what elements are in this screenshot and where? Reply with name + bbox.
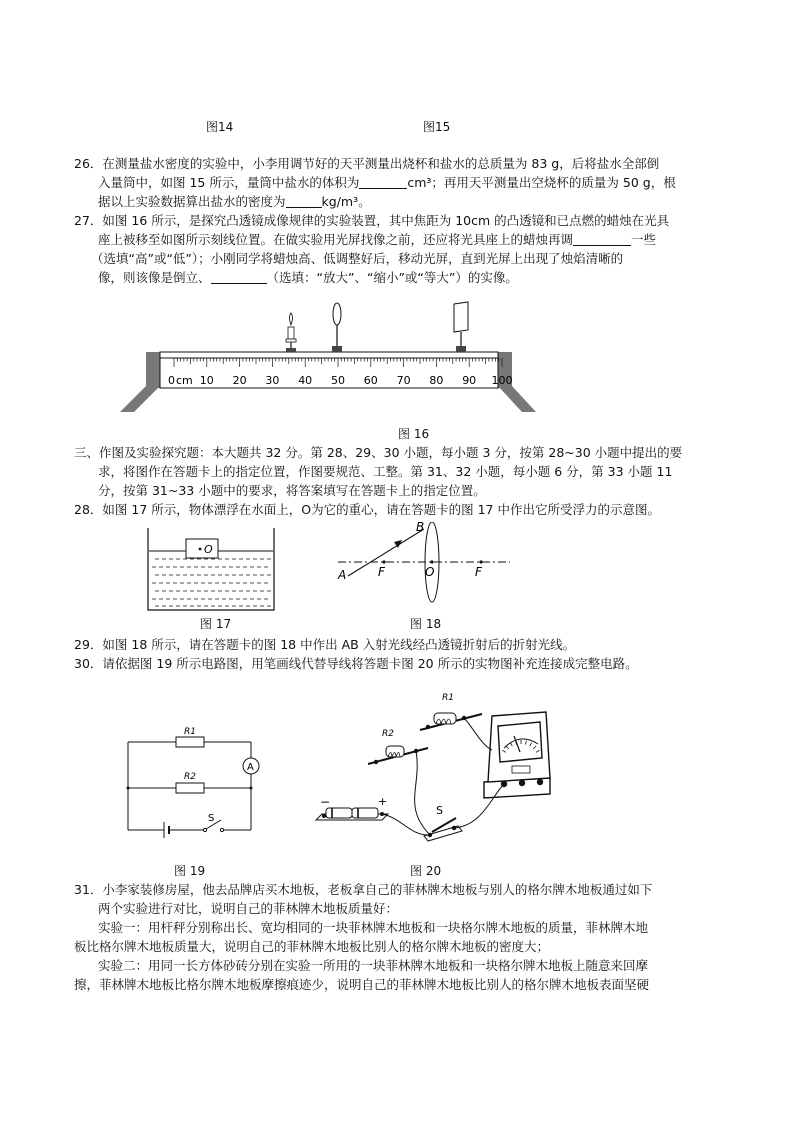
candle-body bbox=[288, 327, 294, 339]
section3-line3: 分，按第 31~33 小题中的要求，将答案填写在答题卡上的指定位置。 bbox=[98, 483, 486, 498]
scale-label: 30 bbox=[265, 374, 280, 387]
bench-left-leg bbox=[120, 386, 160, 412]
fig17-caption: 图 17 bbox=[200, 617, 232, 631]
ammeter-label: A bbox=[247, 762, 254, 773]
q26-line3 bbox=[98, 192, 371, 211]
resistor-r1-board bbox=[420, 693, 482, 730]
question-28: 28．如图 17 所示，物体漂浮在水面上，O为它的重心，请在答题卡的图 17 中作出它所受浮力的示意图。 bbox=[74, 502, 660, 517]
scale-label: 10 bbox=[199, 374, 214, 387]
q26-text-a: 入量筒中，如图 15 所示，量筒中盐水的体积为 bbox=[98, 175, 360, 190]
left-focus-dot bbox=[382, 560, 385, 563]
r2-label: R2 bbox=[184, 772, 196, 782]
fig15-caption: 图15 bbox=[423, 120, 451, 134]
scale-label: 20 bbox=[232, 374, 247, 387]
lens-glass bbox=[333, 303, 341, 325]
bench-left-end bbox=[146, 352, 160, 388]
circuit-diagram-figure bbox=[120, 718, 268, 840]
center-of-gravity-label: O bbox=[204, 543, 213, 556]
q27-line3: （选填“高”或“低”）；小刚同学将蜡烛高、低调整好后，移动光屏，直到光屏上出现了烛焰清晰的 bbox=[91, 251, 624, 266]
right-focus-dot bbox=[479, 560, 482, 563]
r1-label: R1 bbox=[184, 727, 196, 737]
scale-label: 100 bbox=[491, 374, 513, 387]
water-lines bbox=[149, 551, 273, 606]
q27-text-b: 一些 bbox=[631, 232, 657, 247]
convex-lens bbox=[332, 303, 342, 352]
point-a-label: A bbox=[338, 568, 347, 582]
question-30: 30．请依据图 19 所示电路图，用笔画线代替导线将答题卡图 20 所示的实物图补充连接成完整电路。 bbox=[74, 656, 638, 671]
q31-line6: 擦，菲林牌木地板比格尔牌木地板摩擦痕迹少，说明自己的菲林牌木地板比别人的格尔牌木地板表面坚硬 bbox=[74, 977, 650, 992]
scale-label: 90 bbox=[462, 374, 477, 387]
q31-line3: 实验一：用杆秤分别称出长、宽均相同的一块菲林牌木地板和一块格尔牌木地板的质量，菲林牌木地 bbox=[98, 920, 649, 935]
scale-label: 80 bbox=[429, 374, 444, 387]
battery-plus-label: + bbox=[378, 795, 388, 808]
ammeter-terminal bbox=[537, 779, 543, 785]
optical-center-dot bbox=[430, 560, 433, 563]
scale-label: 70 bbox=[396, 374, 411, 387]
fig16-caption: 图 16 bbox=[398, 427, 430, 441]
fig20-caption: 图 20 bbox=[410, 864, 442, 878]
q27-text-c: 像，则该像是倒立、 bbox=[98, 270, 211, 285]
lens-ray-figure bbox=[334, 522, 514, 614]
candle bbox=[286, 313, 296, 352]
q27-text-a: 座上被移至如图所示刻线位置。在做实验用光屏找像之前，还应将光具座上的蜡烛再调 bbox=[98, 232, 574, 247]
r2-label: R2 bbox=[382, 729, 394, 739]
candle-flame bbox=[290, 313, 293, 325]
q26-text-b: cm³；再用天平测量出空烧杯的质量为 50 g，根 bbox=[407, 175, 676, 190]
switch-label: S bbox=[436, 804, 443, 817]
point-b-label: B bbox=[416, 522, 425, 534]
question-29: 29．如图 18 所示，请在答题卡的图 18 中作出 AB 入射光线经凸透镜折射后的折射光线。 bbox=[74, 637, 576, 652]
q31-line2: 两个实验进行对比，说明自己的菲林牌木地板质量好： bbox=[98, 901, 399, 916]
q27-text-d: （选填：“放大”、“缩小”或“等大”）的实像。 bbox=[266, 270, 518, 285]
battery-holder bbox=[316, 795, 388, 820]
ammeter-device bbox=[484, 712, 550, 798]
q26-density-blank[interactable] bbox=[286, 193, 322, 208]
floating-block-figure bbox=[146, 526, 276, 612]
section3-line1: 三、作图及实验探究题：本大题共 32 分。第 28、29、30 小题，每小题 3 分，按第 28~30 小题中提出的要 bbox=[74, 445, 683, 460]
scale-label: 40 bbox=[298, 374, 313, 387]
q26-line1: 26．在测量盐水密度的实验中，小李用调节好的天平测量出烧杯和盐水的总质量为 83 g，后将盐水全部倒 bbox=[74, 156, 660, 171]
q27-height-blank[interactable] bbox=[573, 231, 631, 246]
light-screen bbox=[454, 302, 468, 352]
right-focus-label: F bbox=[475, 565, 482, 579]
fig19-caption: 图 19 bbox=[174, 864, 206, 878]
optical-center-label: O bbox=[425, 565, 435, 579]
q26-volume-blank[interactable] bbox=[359, 174, 407, 189]
ammeter-terminal bbox=[519, 780, 525, 786]
q27-line1: 27．如图 16 所示，是探究凸透镜成像规律的实验装置，其中焦距为 10cm 的凸透镜和已点燃的蜡烛在光具 bbox=[74, 213, 670, 228]
left-focus-label: F bbox=[378, 565, 385, 579]
q27-line4 bbox=[98, 268, 518, 287]
floating-block bbox=[186, 539, 218, 558]
incident-ray bbox=[348, 529, 424, 576]
resistor-r2 bbox=[176, 783, 204, 793]
center-of-gravity-dot bbox=[199, 548, 202, 551]
wire bbox=[464, 718, 492, 750]
scale-label: 50 bbox=[331, 374, 345, 387]
resistor-r2-board bbox=[368, 729, 428, 764]
q26-text-c: 据以上实验数据算出盐水的密度为 bbox=[98, 194, 286, 209]
q31-line5: 实验二：用同一长方体砂砖分别在实验一所用的一块菲林牌木地板和一块格尔牌木地板上随意来回摩 bbox=[98, 958, 649, 973]
fig18-caption: 图 18 bbox=[410, 617, 442, 631]
resistor-r1 bbox=[176, 737, 204, 747]
q31-line1: 31．小李家装修房屋，他去品牌店买木地板，老板拿自己的菲林牌木地板与别人的格尔牌木地板通过如下 bbox=[74, 882, 653, 897]
q26-unit: kg/m³。 bbox=[321, 194, 371, 209]
scale-label-zero: 0 bbox=[168, 374, 175, 387]
q26-line2 bbox=[98, 173, 676, 192]
section3-line2: 求，将图作在答题卡上的指定位置，作图要规范、工整。第 31、32 小题，每小题 6 分，第 33 小题 11 bbox=[98, 464, 673, 479]
optical-bench-figure bbox=[118, 300, 538, 416]
bench-right-leg bbox=[498, 386, 536, 412]
bench-unit: cm bbox=[176, 374, 193, 387]
switch-label: S bbox=[208, 813, 215, 824]
wire bbox=[382, 814, 430, 835]
scale-label: 60 bbox=[363, 374, 378, 387]
q27-line2 bbox=[98, 230, 656, 249]
r1-label: R1 bbox=[442, 693, 454, 703]
battery-minus-label: − bbox=[320, 795, 331, 809]
wire bbox=[415, 751, 430, 835]
q27-image-blank[interactable] bbox=[211, 269, 267, 284]
physical-circuit-figure bbox=[312, 686, 560, 844]
fig14-caption: 图14 bbox=[206, 120, 234, 134]
screen-panel bbox=[454, 302, 468, 332]
q31-line4: 板比格尔牌木地板质量大，说明自己的菲林牌木地板比别人的格尔牌木地板的密度大； bbox=[74, 939, 550, 954]
